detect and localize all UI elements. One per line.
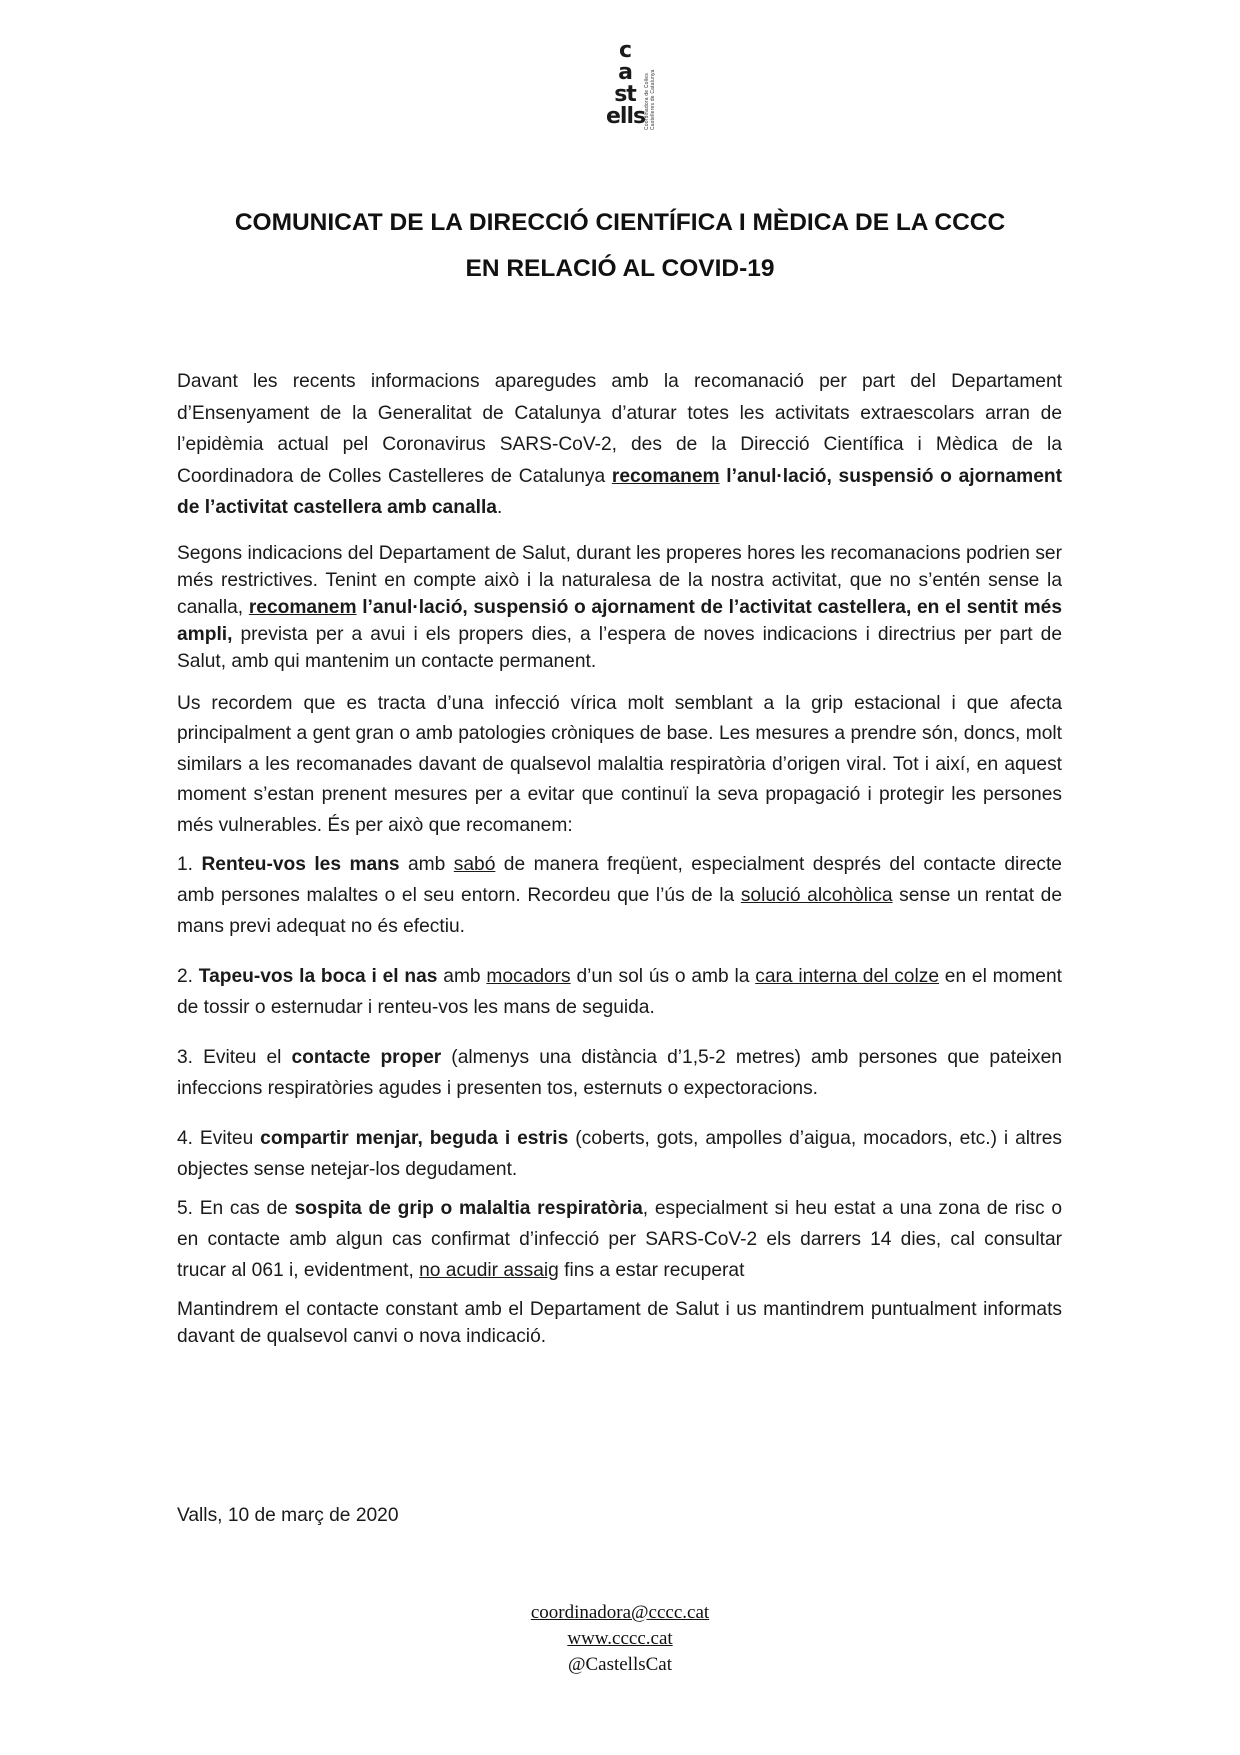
list-item-4-bold: compartir menjar, beguda i estris	[260, 1128, 569, 1149]
list-item-3	[177, 1042, 1062, 1104]
paragraph-1-end: .	[496, 497, 503, 518]
list-item-5-text-1: , especialment si heu estat a una zona de risc o en contacte amb algun cas confirmat d’infecció per SARS-CoV-2 els darrers 14 dies, cal consultar trucar al 061 i, evidentment,	[177, 1198, 1063, 1281]
list-item-4-text-1: (coberts, gots, ampolles d’aigua, mocadors, etc.) i altres objectes sense netejar-los degudament.	[177, 1128, 1062, 1180]
list-item-2-text-2: d’un sol ús o amb la	[570, 966, 756, 987]
document-title	[0, 200, 1240, 292]
title-line-1: COMUNICAT DE LA DIRECCIÓ CIENTÍFICA I MÈDICA DE LA CCCC	[234, 209, 1006, 236]
list-item-2	[177, 961, 1062, 1023]
list-item-5-text-2: fins a estar recuperat	[558, 1260, 745, 1281]
email-link[interactable]: coordinadora@cccc.cat	[530, 1602, 710, 1623]
castells-logo	[606, 38, 656, 132]
paragraph-4: Mantindrem el contacte constant amb el Departament de Salut i us mantindrem puntualment informats davant de qualsevol canvi o nova indicació.	[177, 1299, 1062, 1347]
logo-wordmark	[606, 40, 644, 128]
logo-letter-a: a	[618, 60, 632, 85]
title-line-2: EN RELACIÓ AL COVID-19	[465, 255, 775, 282]
list-item-1-underlined-2: solució alcohòlica	[740, 885, 893, 906]
list-item-3-text-1: (almenys una distància d’1,5-2 metres) amb persones que pateixen infeccions respiratòries agudes i presenten tos, esternuts o expectoracions.	[177, 1047, 1062, 1099]
list-item-1-bold: Renteu-vos les mans	[201, 854, 400, 875]
list-item-4-number: 4. Eviteu	[177, 1128, 261, 1149]
paragraph-2-emph-underlined: recomanem	[248, 596, 357, 618]
paragraph-1-text: Davant les recents informacions aparegudes amb la recomanació per part del Departament d’Ensenyament de la Generalitat de Catalunya d’aturar totes les activitats extraescolars arran de l’epidèmia actual pel Coronavirus SARS-CoV-2, des de la Direcció Científica i Mèdica de la Coordinadora de Colles Castelleres de Catalunya	[177, 371, 1062, 487]
logo-letter-st: st	[614, 82, 636, 107]
list-item-2-bold: Tapeu-vos la boca i el nas	[198, 966, 438, 987]
logo-letter-c: c	[618, 38, 632, 63]
list-item-5-underlined-1: no acudir assaig	[419, 1260, 559, 1281]
list-item-2-text-1: amb	[437, 966, 487, 987]
paragraph-1-emph-underlined: recomanem	[611, 465, 720, 487]
list-item-1-text-1: amb	[399, 854, 454, 875]
list-item-1-text-3: sense un rentat de mans previ adequat no és efectiu.	[177, 885, 1063, 937]
list-item-2-underlined-2: cara interna del colze	[755, 966, 939, 987]
list-item-1-underlined-1: sabó	[453, 854, 496, 875]
list-item-4	[177, 1123, 1062, 1185]
place-date: Valls, 10 de març de 2020	[177, 1505, 399, 1526]
list-item-3-bold: contacte proper	[291, 1047, 442, 1068]
list-item-3-number: 3. Eviteu el	[177, 1047, 292, 1068]
logo-side-text: Coordinadora de Colles Castelleres de Catalunya	[644, 69, 656, 130]
list-item-1	[177, 849, 1062, 942]
paragraph-1	[177, 366, 1062, 524]
paragraph-1-emph-bold: l’anul·lació, suspensió o ajornament de l’activitat castellera amb canalla	[177, 465, 1062, 518]
logo-letter-ells: ells	[606, 104, 646, 129]
website-link[interactable]: www.cccc.cat	[567, 1628, 673, 1649]
document-body	[177, 366, 1062, 1350]
list-item-5	[177, 1193, 1062, 1286]
list-item-2-text-3: en el moment de tossir o esternudar i renteu-vos les mans de seguida.	[177, 966, 1062, 1018]
paragraph-2	[177, 540, 1062, 675]
list-item-2-underlined-1: mocadors	[486, 966, 571, 987]
paragraph-2-text-2: prevista per a avui i els propers dies, a l’espera de noves indicacions i directrius per part de Salut, amb qui mantenim un contacte permanent.	[177, 623, 1062, 672]
list-item-1-text-2: de manera freqüent, especialment després del contacte directe amb persones malaltes o el seu entorn. Recordeu que l’ús de la	[177, 854, 1062, 906]
list-item-5-number: 5. En cas de	[177, 1198, 295, 1219]
list-item-1-number: 1.	[177, 854, 202, 875]
list-item-5-bold: sospita de grip o malaltia respiratòria	[294, 1198, 643, 1219]
paragraph-3: Us recordem que es tracta d’una infecció vírica molt semblant a la grip estacional i que afecta principalment a gent gran o amb patologies cròniques de base. Les mesures a prendre són, doncs, molt similars a les recomanades davant de qualsevol malaltia respiratòria d’origen viral. Tot i així, en aquest moment s’estan prenent mesures per a evitar que continuï la seva propagació i protegir les persones més vulnerables. És per això que recomanem:	[177, 692, 1062, 836]
footer-contact	[0, 1600, 1240, 1678]
list-item-2-number: 2.	[177, 966, 199, 987]
paragraph-2-text-1: Segons indicacions del Departament de Salut, durant les properes hores les recomanacions podrien ser més restrictives. Tenint en compte això i la naturalesa de la nostra activitat, que no s’entén sense la canalla,	[177, 542, 1062, 618]
paragraph-2-emph-bold: l’anul·lació, suspensió o ajornament de l’activitat castellera, en el sentit més ampli,	[177, 596, 1062, 645]
social-handle: @CastellsCat	[567, 1654, 673, 1675]
